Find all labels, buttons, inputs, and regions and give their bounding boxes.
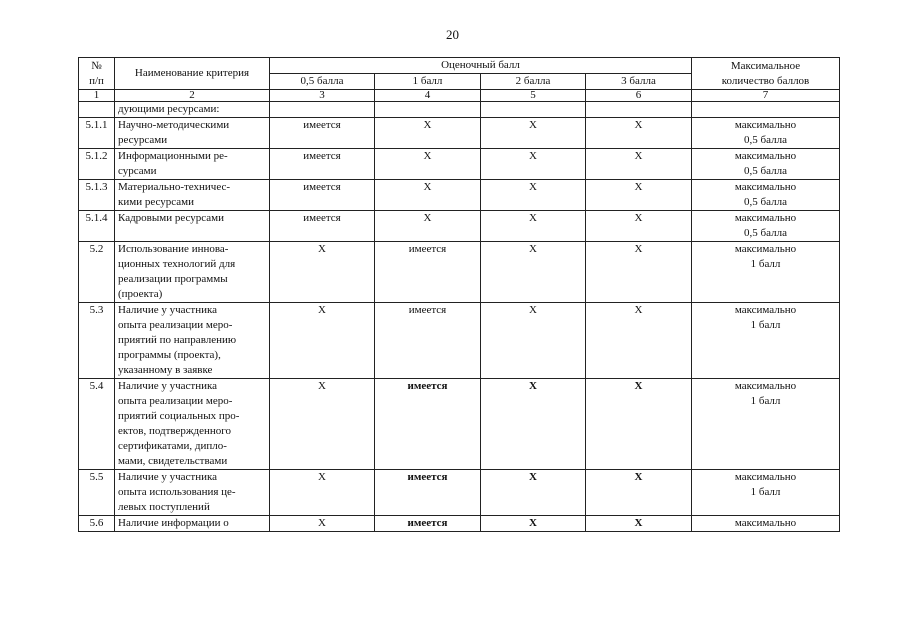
max-score-line: максимально: [734, 119, 797, 131]
max-score-line: 1 балл: [750, 319, 781, 331]
score-cell: Х: [586, 516, 692, 532]
score-cell: Х: [270, 242, 375, 303]
criterion-name-line: Наличие информации о: [118, 517, 229, 529]
criterion-name-line: реализации программы: [118, 273, 228, 285]
score-cell: Х: [481, 149, 586, 180]
header-num: № п/п: [79, 58, 115, 90]
max-score: [692, 303, 840, 379]
max-score-line: 0,5 балла: [744, 165, 787, 177]
criterion-name-line: сертификатами, дипло-: [118, 440, 227, 452]
criterion-name-line: Наличие у участника: [118, 471, 218, 483]
criterion-name-line: опыта реализации меро-: [118, 395, 233, 407]
row-number: 5.1.3: [79, 180, 115, 211]
score-cell: Х: [481, 516, 586, 532]
criterion-name-line: ресурсами: [118, 134, 168, 146]
criterion-name-line: кими ресурсами: [118, 196, 194, 208]
criterion-name: [115, 516, 270, 532]
criterion-name-line: указанному в заявке: [118, 364, 213, 376]
table-row: [79, 303, 840, 379]
row-number: 5.2: [79, 242, 115, 303]
col-number: 1: [79, 90, 115, 102]
max-score: [692, 180, 840, 211]
criterion-name-line: мами, свидетельствами: [118, 455, 228, 467]
max-score-line: максимально: [734, 380, 797, 392]
score-cell: имеется: [270, 118, 375, 149]
table-row: [79, 516, 840, 532]
score-cell: Х: [586, 118, 692, 149]
criteria-table: [78, 57, 840, 532]
row-number: 5.1.1: [79, 118, 115, 149]
criterion-name-line: Кадровыми ресурсами: [118, 212, 224, 224]
max-score-line: 0,5 балла: [744, 196, 787, 208]
score-cell: имеется: [375, 303, 481, 379]
max-score-line: максимально: [734, 304, 797, 316]
table-row: [79, 211, 840, 242]
score-cell: имеется: [270, 211, 375, 242]
max-score-line: максимально: [734, 471, 797, 483]
criterion-name-line: опыта использования це-: [118, 486, 236, 498]
criterion-name-line: Наличие у участника: [118, 380, 218, 392]
score-cell: Х: [270, 303, 375, 379]
criterion-name-line: программы (проекта),: [118, 349, 221, 361]
row-number: 5.1.4: [79, 211, 115, 242]
col-number: 6: [586, 90, 692, 102]
row-number: 5.4: [79, 379, 115, 470]
max-score: [692, 149, 840, 180]
col-number: 7: [692, 90, 840, 102]
criterion-name-line: опыта реализации меро-: [118, 319, 233, 331]
score-cell: Х: [375, 118, 481, 149]
score-cell: Х: [586, 303, 692, 379]
col-number: 5: [481, 90, 586, 102]
criterion-name-line: приятий по направлению: [118, 334, 237, 346]
max-score-line: 1 балл: [750, 486, 781, 498]
col-number: 3: [270, 90, 375, 102]
max-score: [692, 470, 840, 516]
col-number: 4: [375, 90, 481, 102]
col-number: 2: [115, 90, 270, 102]
score-cell: имеется: [375, 516, 481, 532]
score-cell: Х: [481, 211, 586, 242]
max-score-line: 1 балл: [750, 258, 781, 270]
header-score-1: 1 балл: [375, 74, 481, 90]
criterion-name-line: Материально-техничес-: [118, 181, 231, 193]
row-number: 5.5: [79, 470, 115, 516]
criterion-name-line: Использование иннова-: [118, 243, 229, 255]
score-cell: Х: [481, 303, 586, 379]
max-score-line: максимально: [734, 243, 797, 255]
criterion-name-line: сурсами: [118, 165, 157, 177]
header-max: Максимальное количество баллов: [692, 58, 840, 90]
max-score: [692, 211, 840, 242]
table-row: [79, 149, 840, 180]
score-cell: Х: [481, 470, 586, 516]
score-cell: Х: [375, 211, 481, 242]
score-cell: Х: [586, 470, 692, 516]
header-score-0-5: 0,5 балла: [270, 74, 375, 90]
criterion-name: [115, 211, 270, 242]
criterion-name-line: Наличие у участника: [118, 304, 218, 316]
max-score: [692, 118, 840, 149]
row-number: 5.1.2: [79, 149, 115, 180]
table-row: [79, 242, 840, 303]
max-score-line: максимально: [734, 517, 797, 529]
score-cell: имеется: [270, 180, 375, 211]
score-cell: Х: [270, 379, 375, 470]
score-cell: Х: [586, 379, 692, 470]
max-score: [692, 242, 840, 303]
score-cell: Х: [270, 470, 375, 516]
criterion-name: [115, 303, 270, 379]
score-cell: Х: [481, 180, 586, 211]
row-number: 5.3: [79, 303, 115, 379]
score-cell: Х: [375, 180, 481, 211]
table-row: [79, 118, 840, 149]
score-cell: Х: [586, 211, 692, 242]
criterion-name-line: Информационными ре-: [118, 150, 228, 162]
criterion-name: [115, 470, 270, 516]
score-cell: Х: [481, 118, 586, 149]
criterion-name-line: (проекта): [118, 288, 163, 300]
score-cell: Х: [586, 242, 692, 303]
score-cell: имеется: [270, 149, 375, 180]
score-cell: Х: [586, 149, 692, 180]
max-score-line: максимально: [734, 181, 797, 193]
score-cell: Х: [375, 149, 481, 180]
table-row: [79, 379, 840, 470]
criterion-name: [115, 379, 270, 470]
continuation-num: [79, 102, 115, 118]
table-row: [79, 470, 840, 516]
table-row: [79, 180, 840, 211]
score-cell: Х: [481, 242, 586, 303]
criterion-name-line: Научно-методическими: [118, 119, 230, 131]
max-score-line: максимально: [734, 212, 797, 224]
max-score-line: 0,5 балла: [744, 227, 787, 239]
max-score-line: 1 балл: [750, 395, 781, 407]
criterion-name-line: ционных технологий для: [118, 258, 236, 270]
max-score-line: 0,5 балла: [744, 134, 787, 146]
criterion-name: [115, 149, 270, 180]
criterion-name-line: приятий социальных про-: [118, 410, 240, 422]
score-cell: Х: [270, 516, 375, 532]
score-cell: Х: [481, 379, 586, 470]
max-score: [692, 379, 840, 470]
row-number: 5.6: [79, 516, 115, 532]
header-score-group: Оценочный балл: [270, 58, 692, 74]
criterion-name: [115, 242, 270, 303]
header-score-2: 2 балла: [481, 74, 586, 90]
criterion-name-line: левых поступлений: [118, 501, 210, 513]
page-number: 20: [446, 27, 459, 42]
max-score: [692, 516, 840, 532]
max-score-line: максимально: [734, 150, 797, 162]
score-cell: имеется: [375, 242, 481, 303]
continuation-text: дующими ресурсами:: [115, 102, 270, 118]
score-cell: Х: [586, 180, 692, 211]
header-score-3: 3 балла: [586, 74, 692, 90]
score-cell: имеется: [375, 470, 481, 516]
header-criterion: Наименование критерия: [115, 58, 270, 90]
criterion-name-line: ектов, подтвержденного: [118, 425, 232, 437]
criterion-name: [115, 118, 270, 149]
criterion-name: [115, 180, 270, 211]
score-cell: имеется: [375, 379, 481, 470]
